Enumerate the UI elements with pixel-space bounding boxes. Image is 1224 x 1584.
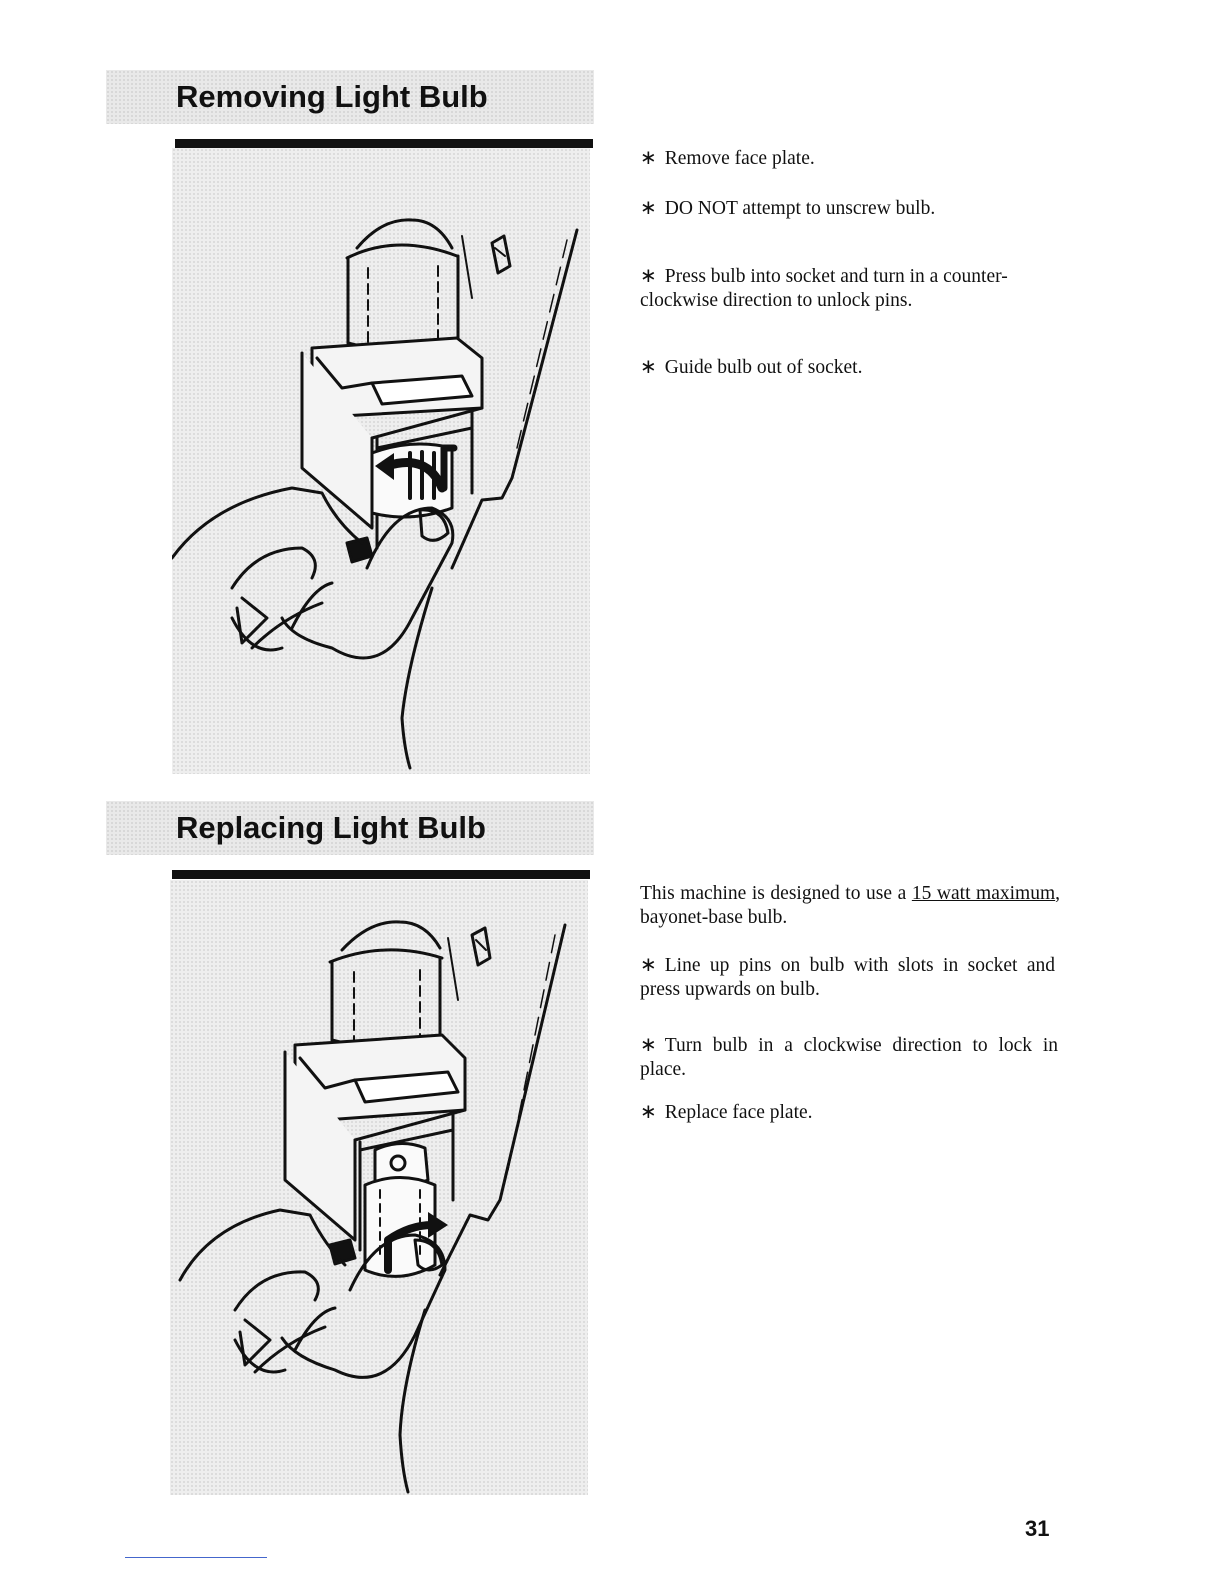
removing-step-1: ∗ Remove face plate. <box>640 145 815 169</box>
replacing-rule <box>172 870 590 879</box>
page-number: 31 <box>1025 1516 1050 1541</box>
hand-replacing-bulb-illustration <box>170 880 588 1495</box>
removing-title: Removing Light Bulb <box>106 70 594 124</box>
removing-rule <box>175 139 593 148</box>
asterisk-bullet: ∗ <box>640 195 657 219</box>
asterisk-bullet: ∗ <box>640 952 657 976</box>
wattage-underlined: 15 watt maximum <box>911 883 1056 904</box>
replacing-intro: This machine is designed to use a 15 watt maximum, bayonet-base bulb. <box>640 883 1061 928</box>
replacing-step-2: ∗ Turn bulb in a clockwise direction to lock in place. <box>640 1032 1058 1080</box>
removing-step-2: ∗ DO NOT attempt to unscrew bulb. <box>640 195 936 219</box>
removing-step-4: ∗ Guide bulb out of socket. <box>640 354 863 378</box>
replacing-step-1: ∗ Line up pins on bulb with slots in socket and press upwards on bulb. <box>640 952 1055 1000</box>
asterisk-bullet: ∗ <box>640 263 657 287</box>
asterisk-bullet: ∗ <box>640 354 657 378</box>
replacing-step-3: ∗ Replace face plate. <box>640 1099 813 1123</box>
asterisk-bullet: ∗ <box>640 145 657 169</box>
removing-step-3: ∗ Press bulb into socket and turn in a counter-clockwise direction to unlock pins. <box>640 263 1008 311</box>
asterisk-bullet: ∗ <box>640 1099 657 1123</box>
footer-line <box>125 1557 267 1558</box>
hand-removing-bulb-illustration <box>172 148 590 774</box>
asterisk-bullet: ∗ <box>640 1032 657 1056</box>
replacing-title: Replacing Light Bulb <box>106 801 594 855</box>
